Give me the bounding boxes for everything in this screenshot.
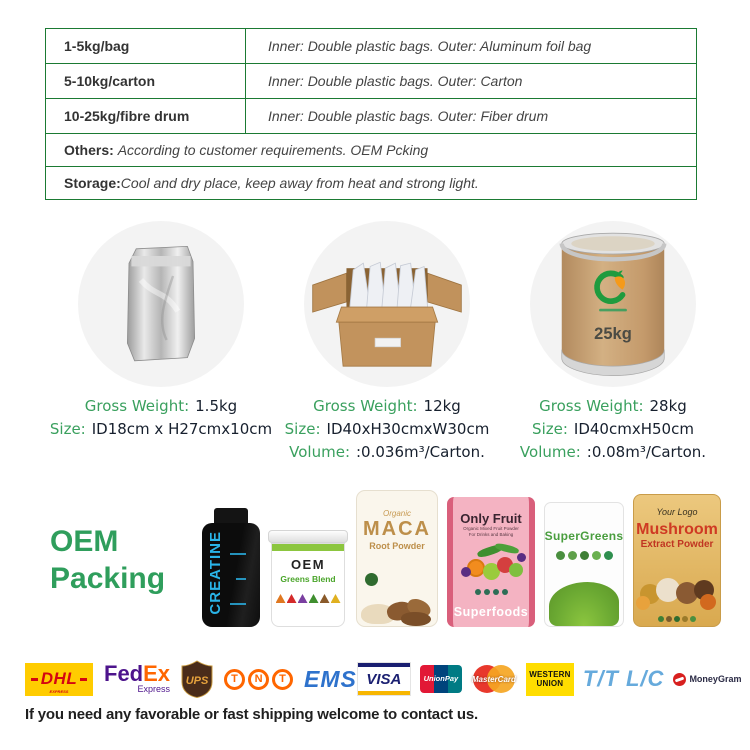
packing-desc-cell: Inner: Double plastic bags. Outer: Carton <box>246 64 697 99</box>
drum-weight-text: 25kg <box>594 325 632 344</box>
supergreens-bag <box>544 502 624 627</box>
maca-tagline: Organic <box>382 509 411 518</box>
mastercard-text: MasterCard <box>471 675 516 684</box>
dhl-express-text: EXPRESS <box>49 688 69 694</box>
powder-piles-image <box>272 594 344 603</box>
gross-weight-label: Gross Weight: <box>313 397 418 415</box>
size-label: Size: <box>49 420 86 438</box>
maca-powder-bag <box>356 490 438 627</box>
jar-title: OEM <box>290 557 326 572</box>
green-powder-image <box>549 582 619 626</box>
size-line <box>520 418 706 441</box>
powder-pile-icon <box>309 594 319 603</box>
package-fiber-drum <box>500 221 726 464</box>
mushroom-title: Mushroom <box>636 521 718 538</box>
bottle-deco-line <box>230 553 246 555</box>
others-cell <box>46 134 697 167</box>
powder-pile-icon <box>331 594 341 603</box>
western-union-line1: WESTERN <box>529 669 571 679</box>
mushrooms-image <box>634 576 720 616</box>
tnt-letter-icon: N <box>248 669 269 690</box>
mushroom-extract-bag <box>633 494 721 627</box>
certification-badges <box>453 589 529 595</box>
package-specs <box>50 395 272 441</box>
fruit-desc-line1: Organic Mixed Fruit Powder <box>463 526 519 531</box>
moneygram-swirl-icon <box>675 676 684 682</box>
packing-desc-cell: Inner: Double plastic bags. Outer: Fiber drum <box>246 99 697 134</box>
badge-icon <box>475 589 481 595</box>
creatine-bottle <box>202 508 260 627</box>
storage-label: Storage: <box>64 175 121 191</box>
oem-heading-line1: OEM <box>50 525 119 558</box>
bottle-label: CREATINE <box>207 531 224 615</box>
package-specs <box>285 395 490 464</box>
badge-icon <box>604 551 613 560</box>
badge-icon <box>674 616 680 622</box>
badge-icon <box>690 616 696 622</box>
powder-pile-icon <box>320 594 330 603</box>
maca-subtitle: Root Powder <box>369 541 425 551</box>
visa-blue-bar <box>358 663 410 667</box>
certification-badges <box>556 551 613 560</box>
table-row <box>46 99 697 134</box>
powder-pile-icon <box>287 594 297 603</box>
size-value: ID40cmxH50cm <box>573 420 694 438</box>
oem-packing-heading <box>50 523 165 597</box>
fruit-title: Only Fruit <box>460 511 522 526</box>
berry-fruit <box>461 567 471 577</box>
badge-icon <box>493 589 499 595</box>
bottle-cap <box>214 508 248 523</box>
size-label: Size: <box>284 420 321 438</box>
payment-logos-group <box>357 662 750 696</box>
western-union-line2: UNION <box>536 679 564 688</box>
bottle-deco-line <box>230 603 246 605</box>
jar-lid <box>268 530 348 543</box>
mushroom <box>700 594 716 610</box>
leaf <box>495 542 520 555</box>
mushroom <box>636 596 650 610</box>
visa-gold-bar <box>358 691 410 695</box>
badge-icon <box>556 551 565 560</box>
fruit-desc-line2: For Drinks and Baking <box>468 532 514 537</box>
gross-weight-value: 28kg <box>649 397 687 415</box>
visa-text: VISA <box>366 670 402 688</box>
volume-label: Volume: <box>519 443 581 461</box>
only-fruit-bag <box>447 497 535 627</box>
oem-products-row <box>202 490 742 627</box>
storage-value: Cool and dry place, keep away from heat and strong light. <box>120 175 479 191</box>
shipping-contact-note: If you need any favorable or fast shipping welcome to contact us. <box>25 706 478 723</box>
table-row <box>46 167 697 200</box>
tnt-letter-icon: T <box>224 669 245 690</box>
jar-body <box>271 543 345 627</box>
supergreens-title: SuperGreens <box>544 529 624 543</box>
package-photo-circle <box>78 221 244 387</box>
volume-line <box>520 441 706 464</box>
jar-green-band <box>272 544 344 551</box>
western-union-logo <box>526 663 574 696</box>
size-line <box>285 418 490 441</box>
maca-roots-image <box>357 584 437 626</box>
package-foil-bag <box>48 221 274 464</box>
powder-pile-icon <box>298 594 308 603</box>
volume-value: :0.08m³/Carton. <box>586 443 707 461</box>
package-options-row <box>48 221 726 464</box>
size-value: ID40xH30cmxW30cm <box>326 420 490 438</box>
package-carton <box>274 221 500 464</box>
badge-icon <box>658 616 664 622</box>
moneygram-globe-icon <box>673 673 686 686</box>
badge-icon <box>592 551 601 560</box>
volume-label: Volume: <box>289 443 350 461</box>
aluminum-foil-bag-image <box>117 242 205 366</box>
tnt-logo <box>224 669 293 690</box>
fiber-drum-image <box>547 228 679 380</box>
badge-icon <box>484 589 490 595</box>
package-photo-circle <box>530 221 696 387</box>
bottle-body <box>202 523 260 627</box>
carton-box-image <box>311 241 463 368</box>
badge-icon <box>666 616 672 622</box>
volume-line <box>285 441 490 464</box>
certification-badges <box>634 616 720 622</box>
volume-value: :0.036m³/Carton. <box>356 443 485 461</box>
jar-subtitle: Greens Blend <box>280 574 336 584</box>
badge-icon <box>682 616 688 622</box>
gross-weight-line <box>520 395 706 418</box>
your-logo-text: Your Logo <box>656 507 698 517</box>
fedex-ex-text: Ex <box>143 661 171 686</box>
table-row <box>46 29 697 64</box>
bottle-deco-line <box>236 578 246 580</box>
size-line <box>50 418 272 441</box>
mastercard-logo <box>471 664 517 694</box>
packing-qty-cell: 1-5kg/bag <box>46 29 246 64</box>
size-value: ID18cm x H27cmx10cm <box>91 420 273 438</box>
ups-logo <box>181 660 213 698</box>
gross-weight-value: 12kg <box>423 397 461 415</box>
fruit-brand-text: Superfoods <box>453 605 529 619</box>
unionpay-text: UnionPay <box>423 674 459 683</box>
powder-pile-icon <box>276 594 286 603</box>
packing-table <box>45 28 697 200</box>
maca-root <box>401 612 431 626</box>
unionpay-logo <box>420 665 462 693</box>
others-value: According to customer requirements. OEM Pcking <box>117 142 429 158</box>
dhl-dash-icon <box>80 678 87 681</box>
packing-qty-cell: 10-25kg/fibre drum <box>46 99 246 134</box>
oem-heading-line2: Packing <box>50 562 166 595</box>
maca-title: MACA <box>363 518 431 540</box>
gross-weight-label: Gross Weight: <box>84 397 190 415</box>
dhl-logo <box>25 663 93 696</box>
ups-shield-icon <box>181 660 213 698</box>
packing-qty-cell: 5-10kg/carton <box>46 64 246 99</box>
packing-desc-cell: Inner: Double plastic bags. Outer: Aluminum foil bag <box>246 29 697 64</box>
visa-logo <box>357 662 411 696</box>
moneygram-logo <box>673 673 741 686</box>
fedex-logo <box>104 661 171 694</box>
dhl-dash-icon <box>31 678 38 681</box>
oem-packing-section <box>0 485 750 635</box>
badge-icon <box>580 551 589 560</box>
badge-icon <box>568 551 577 560</box>
berry-fruit <box>517 553 526 562</box>
gross-weight-value: 1.5kg <box>195 397 238 415</box>
package-photo-circle <box>304 221 470 387</box>
fedex-fed-text: Fed <box>104 661 144 686</box>
ems-logo: EMS <box>304 665 357 692</box>
storage-cell <box>46 167 697 200</box>
gross-weight-line <box>285 395 490 418</box>
mushroom-subtitle: Extract Powder <box>640 539 714 550</box>
tnt-letter-icon: T <box>272 669 293 690</box>
package-specs <box>520 395 706 464</box>
shipping-logos-group <box>25 660 357 698</box>
dhl-text: DHL <box>40 669 78 688</box>
table-row <box>46 64 697 99</box>
badge-icon <box>502 589 508 595</box>
greens-blend-jar <box>269 530 347 627</box>
ups-text: UPS <box>185 675 209 687</box>
table-row <box>46 134 697 167</box>
gross-weight-line <box>50 395 272 418</box>
green-fruit <box>509 563 523 577</box>
fruits-image <box>453 545 529 587</box>
moneygram-text: MoneyGram <box>689 674 742 684</box>
size-label: Size: <box>532 420 568 438</box>
tt-lc-text: T/T L/C <box>582 666 665 691</box>
fedex-express-text: Express <box>137 684 171 694</box>
shipping-payment-logos-row <box>25 655 742 703</box>
gross-weight-label: Gross Weight: <box>539 397 644 415</box>
others-label: Others: <box>64 142 114 158</box>
fedex-wordmark <box>104 661 171 686</box>
